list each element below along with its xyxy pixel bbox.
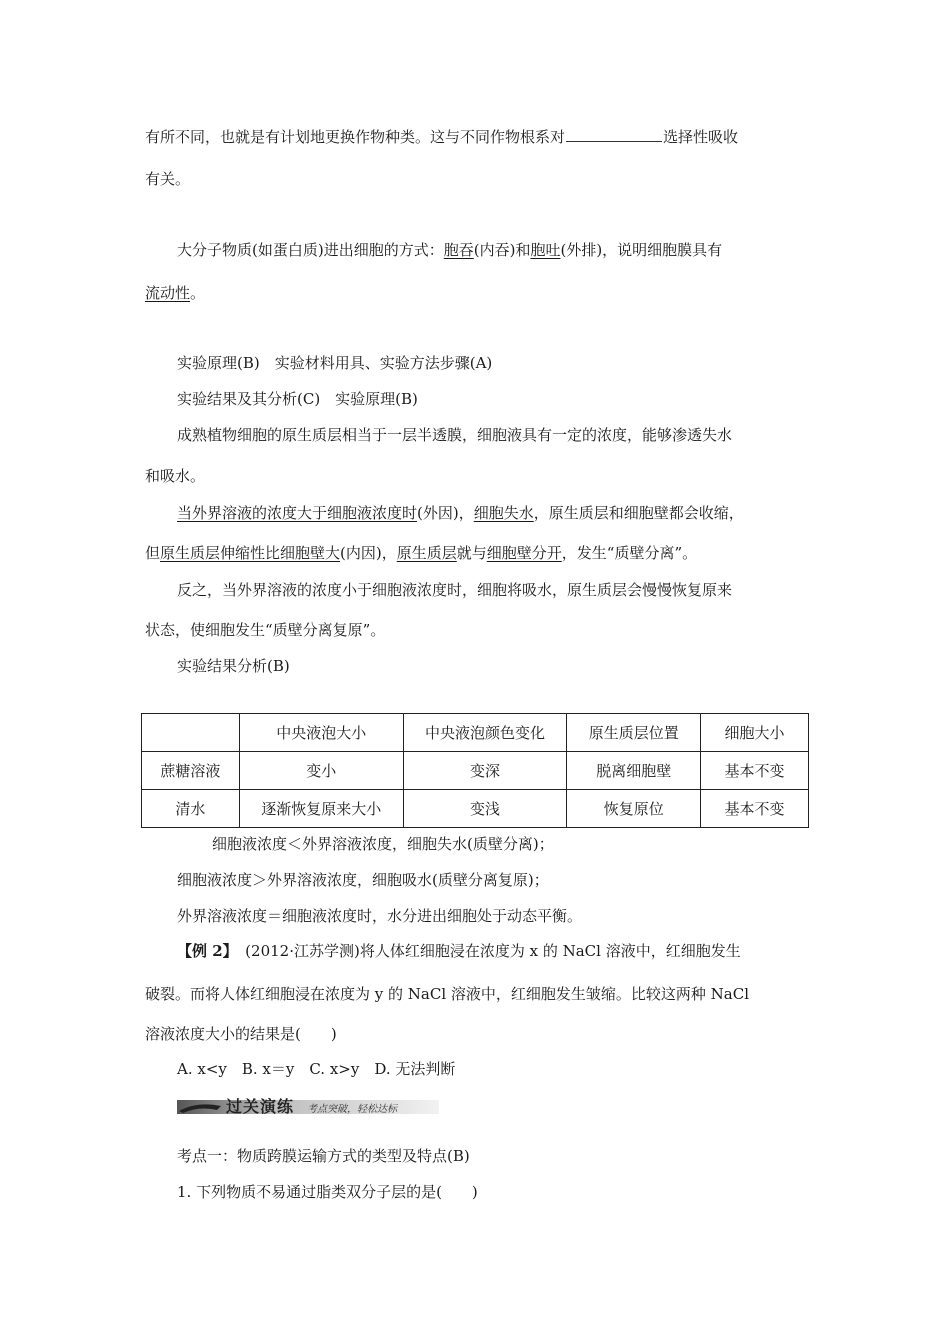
example-line: 破裂。而将人体红细胞浸在浓度为 y 的 NaCl 溶液中，红细胞发生皱缩。比较这两种 NaCl xyxy=(145,985,750,1003)
fill-in-blank[interactable] xyxy=(566,127,662,142)
text: (内吞)和 xyxy=(473,241,531,259)
section-banner xyxy=(177,1097,439,1117)
conclusion-line: 外界溶液浓度＝细胞液浓度时，水分进出细胞处于动态平衡。 xyxy=(177,907,583,925)
underlined-term: 原生质层伸缩性比细胞壁大 xyxy=(160,544,341,562)
text: 有所不同，也就是有计划地更换作物种类。这与不同作物根系对 xyxy=(145,128,566,146)
table-header-cell xyxy=(142,714,240,752)
section-heading: 实验结果及其分析(C) 实验原理(B) xyxy=(177,390,418,408)
table-cell: 脱离细胞壁 xyxy=(567,752,701,790)
text: 。 xyxy=(190,284,206,302)
paragraph-line xyxy=(177,240,722,260)
paragraph-line: 成熟植物细胞的原生质层相当于一层半透膜，细胞液具有一定的浓度，能够渗透失水 xyxy=(177,426,733,444)
section-heading: 实验结果分析(B) xyxy=(177,657,290,675)
table-cell: 变浅 xyxy=(403,790,567,828)
text: (内因)， xyxy=(340,544,397,562)
paragraph-line xyxy=(145,283,205,303)
text: 选择性吸收 xyxy=(663,128,739,146)
text: 就与 xyxy=(456,544,487,562)
table-cell: 逐渐恢复原来大小 xyxy=(239,790,403,828)
underlined-term: 流动性 xyxy=(145,284,191,302)
table-cell: 基本不变 xyxy=(701,752,809,790)
example-line xyxy=(177,941,741,961)
example-line: 溶液浓度大小的结果是( ) xyxy=(145,1025,337,1043)
banner-title: 过关演练 xyxy=(226,1097,295,1116)
text: ，原生质层和细胞壁都会收缩， xyxy=(533,504,744,522)
question-line: 1. 下列物质不易通过脂类双分子层的是( ) xyxy=(177,1183,478,1201)
paragraph-line xyxy=(177,503,744,523)
underlined-term: 胞吐 xyxy=(530,241,561,259)
results-table xyxy=(141,713,809,828)
table-cell: 清水 xyxy=(142,790,240,828)
table-cell: 蔗糖溶液 xyxy=(142,752,240,790)
underlined-term: 原生质层 xyxy=(396,544,457,562)
text: 但 xyxy=(145,544,161,562)
text: (外因)， xyxy=(417,504,474,522)
paragraph-line xyxy=(145,543,697,563)
table-row xyxy=(142,790,809,828)
banner-subtitle: 考点突破，轻松达标 xyxy=(307,1104,397,1115)
text: 大分子物质(如蛋白质)进出细胞的方式： xyxy=(177,241,444,259)
conclusion-line: 细胞液浓度＜外界溶液浓度，细胞失水(质壁分离)； xyxy=(212,835,554,853)
paragraph-line: 和吸水。 xyxy=(145,467,206,485)
table-header-row xyxy=(142,714,809,752)
paragraph-line: 有关。 xyxy=(145,170,191,188)
example-options: A. x<y B. x＝y C. x>y D. 无法判断 xyxy=(177,1060,456,1078)
conclusion-line: 细胞液浓度＞外界溶液浓度，细胞吸水(质壁分离复原)； xyxy=(177,871,549,889)
table-header-cell: 原生质层位置 xyxy=(567,714,701,752)
table-row xyxy=(142,752,809,790)
paragraph-line: 反之，当外界溶液的浓度小于细胞液浓度时，细胞将吸水，原生质层会慢慢恢复原来 xyxy=(177,581,733,599)
text: (外排)，说明细胞膜具有 xyxy=(560,241,723,259)
table-header-cell: 中央液泡大小 xyxy=(239,714,403,752)
underlined-term: 当外界溶液的浓度大于细胞液浓度时 xyxy=(177,504,418,522)
example-tag: 【例 2】 xyxy=(177,942,231,960)
table-header-cell: 中央液泡颜色变化 xyxy=(403,714,567,752)
underlined-term: 细胞失水 xyxy=(473,504,534,522)
text: (2012·江苏学测)将人体红细胞浸在浓度为 x 的 NaCl 溶液中，红细胞发生 xyxy=(230,942,741,960)
section-heading: 实验原理(B) 实验材料用具、实验方法步骤(A) xyxy=(177,354,493,372)
underlined-term: 细胞壁分开 xyxy=(486,544,562,562)
table-cell: 恢复原位 xyxy=(567,790,701,828)
table-cell: 变小 xyxy=(239,752,403,790)
paragraph-line xyxy=(145,127,738,147)
table-header-cell: 细胞大小 xyxy=(701,714,809,752)
section-heading: 考点一：物质跨膜运输方式的类型及特点(B) xyxy=(177,1147,470,1165)
table-cell: 基本不变 xyxy=(701,790,809,828)
paragraph-line: 状态，使细胞发生“质壁分离复原”。 xyxy=(145,621,386,639)
table-cell: 变深 xyxy=(403,752,567,790)
underlined-term: 胞吞 xyxy=(443,241,474,259)
text: ，发生“质壁分离”。 xyxy=(561,544,698,562)
